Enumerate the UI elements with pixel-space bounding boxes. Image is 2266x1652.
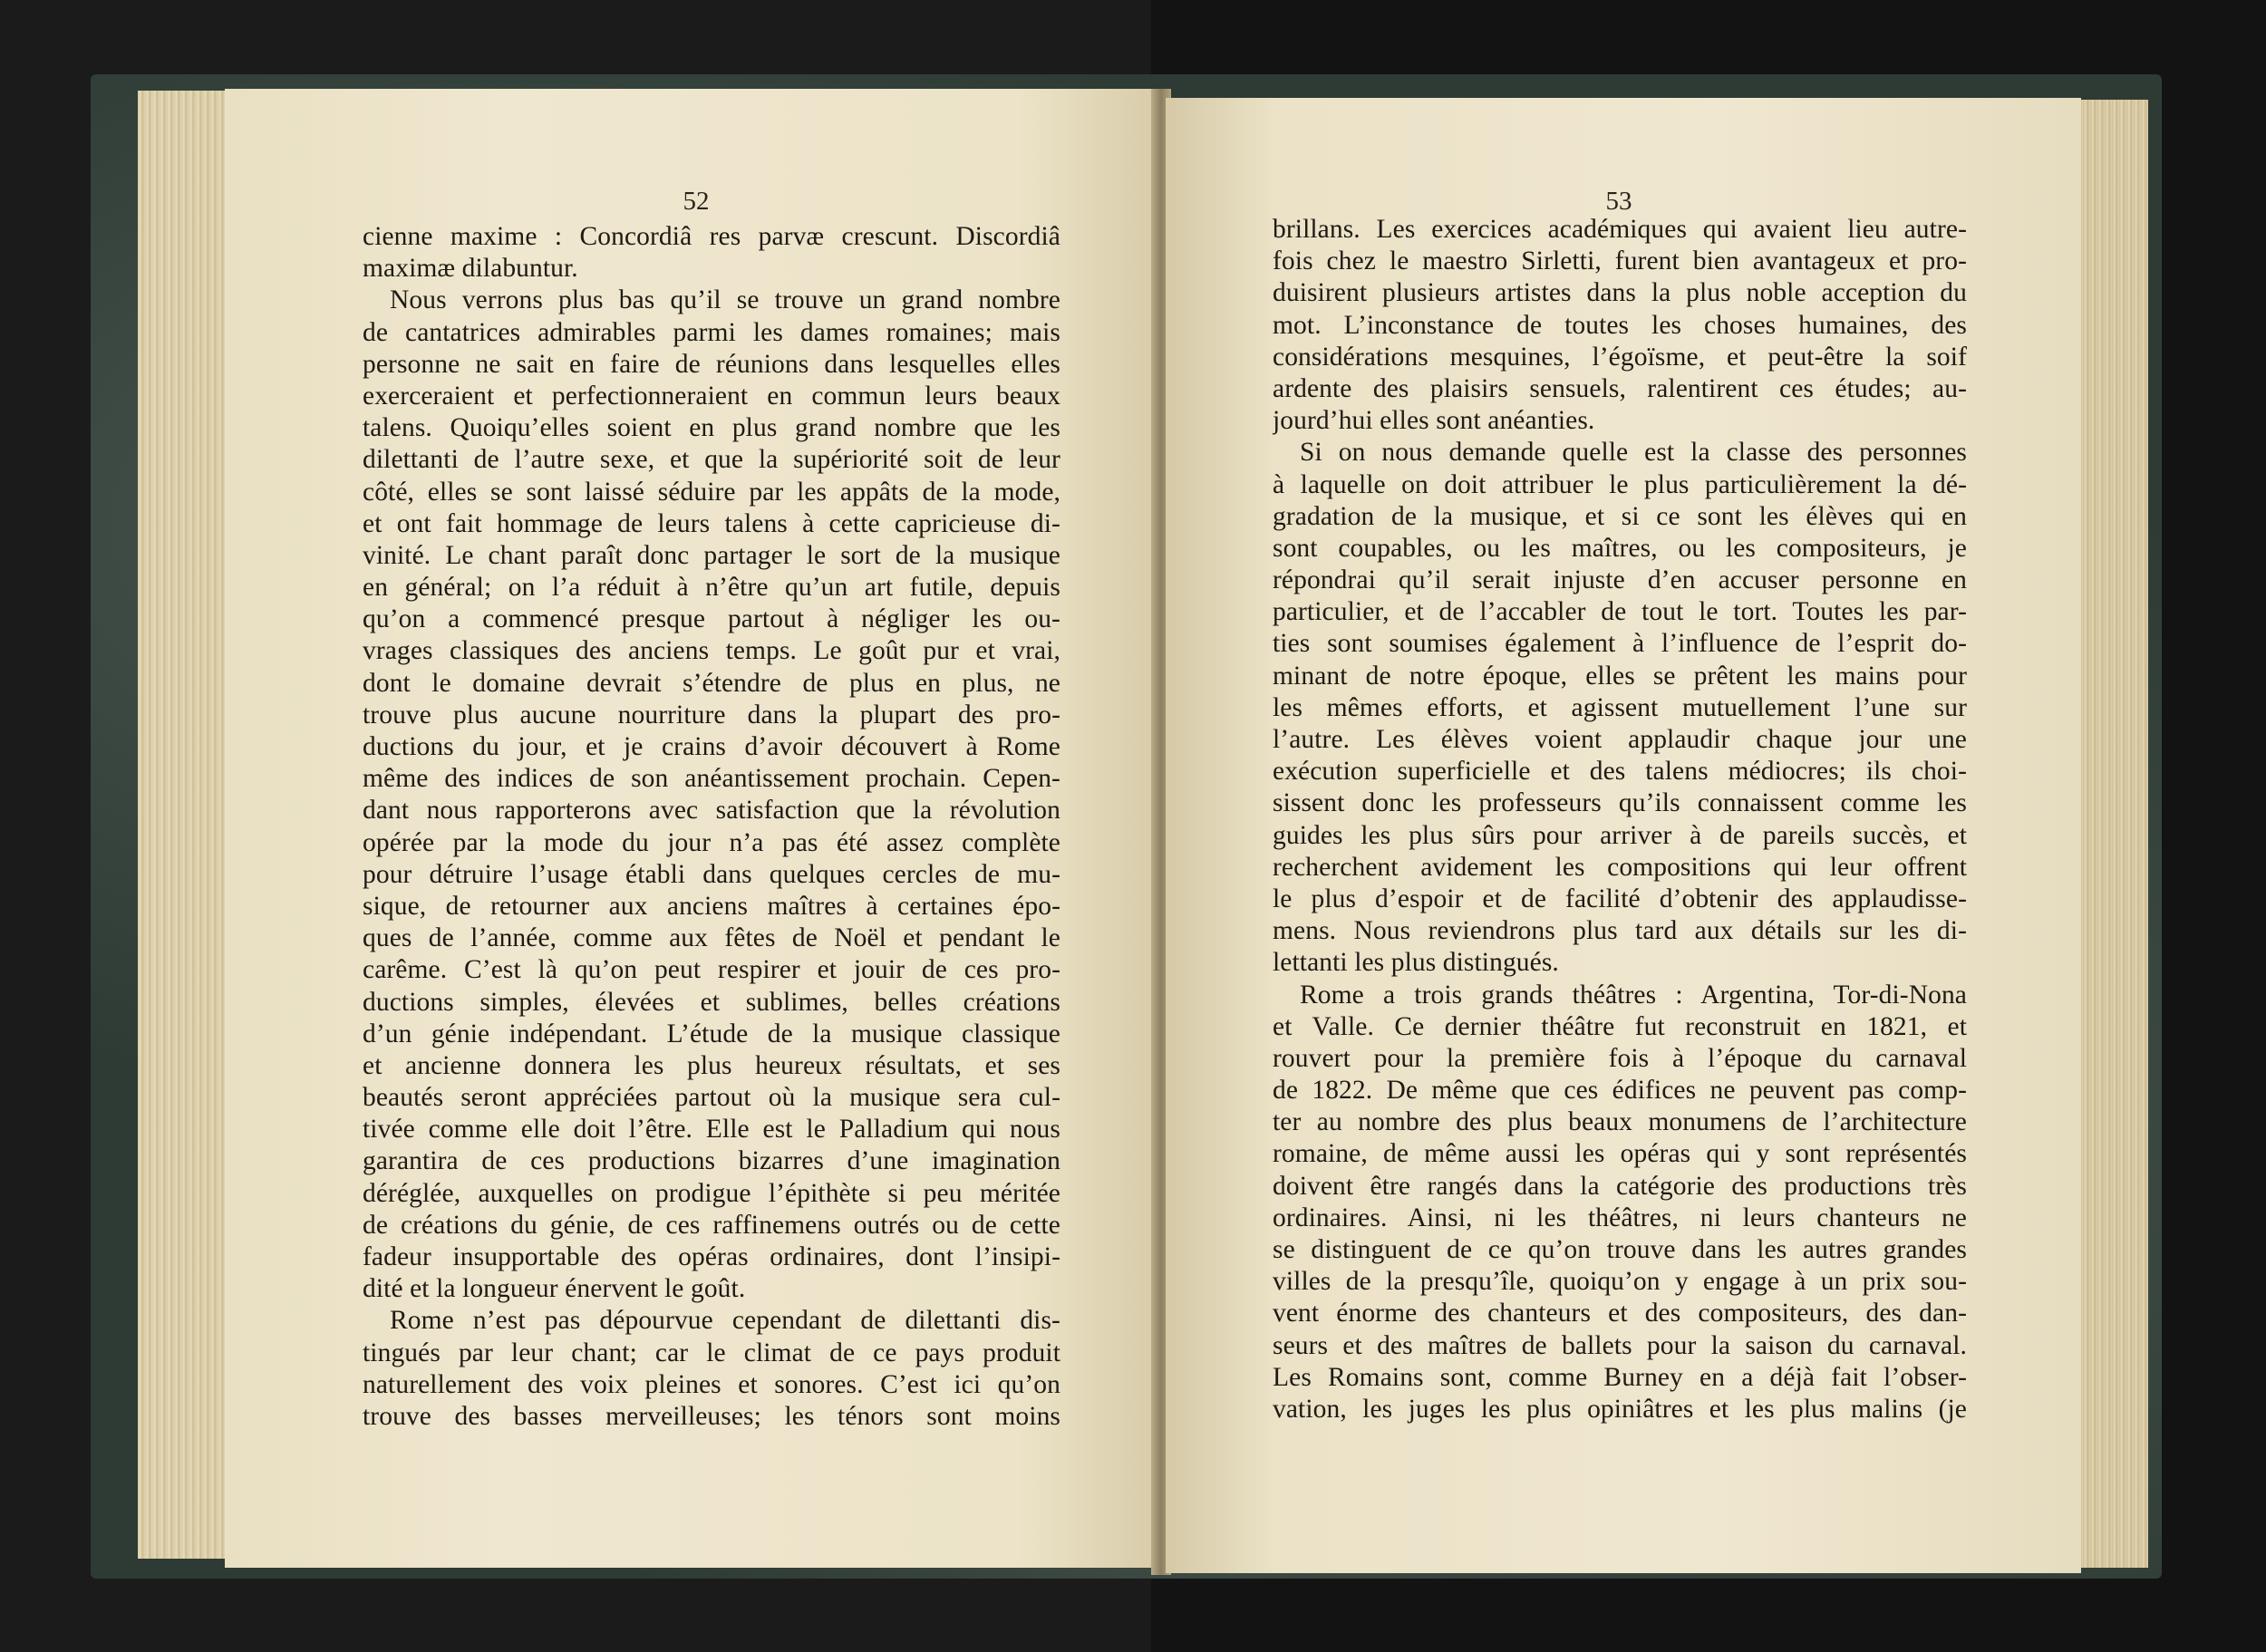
text-line: tivée comme elle doit l’être. Elle est le Palladium qui nous — [363, 1115, 1060, 1145]
text-line: ardente des plaisirs sensuels, ralentirent ces études; au- — [1273, 373, 1967, 403]
text-line: vinité. Le chant paraît donc partager le sort de la musique — [363, 540, 1060, 570]
text-line: exécution superficielle et des talens médiocres; ils choi- — [1273, 757, 1967, 787]
text-line: ques de l’année, comme aux fêtes de Noël et pendant le — [363, 923, 1060, 953]
text-line: mens. Nous reviendrons plus tard aux détails sur les di- — [1273, 916, 1967, 946]
text-line: et Valle. Ce dernier théâtre fut reconstruit en 1821, et — [1273, 1011, 1967, 1041]
text-line: sique, de retourner aux anciens maîtres à certaines épo- — [363, 891, 1060, 921]
text-line: de 1822. De même que ces édifices ne peuvent pas comp- — [1273, 1076, 1967, 1106]
text-line: ter au nombre des plus beaux monumens de l’architecture — [1273, 1107, 1967, 1137]
text-line: d’un génie indépendant. L’étude de la musique classique — [363, 1019, 1060, 1048]
text-line: vation, les juges les plus opiniâtres et les plus malins (je — [1273, 1394, 1967, 1424]
text-line: particulier, et de l’accabler de tout le tort. Toutes les par- — [1273, 597, 1967, 627]
right-page-edges — [2076, 100, 2148, 1568]
text-line: fois chez le maestro Sirletti, furent bien avantageux et pro- — [1273, 246, 1967, 276]
text-line: qu’on a commencé presque partout à négliger les ou- — [363, 604, 1060, 634]
text-line: Rome a trois grands théâtres : Argentina, Tor-di-Nona — [1300, 980, 1967, 1010]
text-line: ductions simples, élevées et sublimes, belles créations — [363, 987, 1060, 1017]
text-line: vent énorme des chanteurs et des compositeurs, des dan- — [1273, 1299, 1967, 1328]
text-line: trouve des basses merveilleuses; les ténors sont moins — [363, 1401, 1060, 1431]
text-line: et ont fait hommage de leurs talens à cette capricieuse di- — [363, 508, 1060, 538]
text-line: ties sont soumises également à l’influence de l’esprit do- — [1273, 629, 1967, 659]
text-line: brillans. Les exercices académiques qui avaient lieu autre- — [1273, 215, 1967, 244]
text-line: Rome n’est pas dépourvue cependant de dilettanti dis- — [390, 1306, 1060, 1336]
page-number-right: 53 — [1605, 187, 1632, 216]
text-line: doivent être rangés dans la catégorie des productions très — [1273, 1171, 1967, 1201]
text-line: ductions du jour, et je crains d’avoir découvert à Rome — [363, 732, 1060, 761]
text-line: et ancienne donnera les plus heureux résultats, et ses — [363, 1050, 1060, 1080]
text-line: Les Romains sont, comme Burney en a déjà fait l’obser- — [1273, 1362, 1967, 1392]
left-page-edges — [138, 91, 228, 1559]
text-line: carême. C’est là qu’on peut respirer et jouir de ces pro- — [363, 955, 1060, 985]
text-line: tingués par leur chant; car le climat de ce pays produit — [363, 1338, 1060, 1367]
text-line: seurs et des maîtres de ballets pour la saison du carnaval. — [1273, 1330, 1967, 1360]
right-page-text — [1273, 214, 1967, 1425]
text-line: trouve plus aucune nourriture dans la plupart des pro- — [363, 700, 1060, 729]
text-line: personne ne sait en faire de réunions dans lesquelles elles — [363, 349, 1060, 379]
text-line: villes de la presqu’île, quoiqu’on y engage à un prix sou- — [1273, 1267, 1967, 1297]
text-line: rouvert pour la première fois à l’époque du carnaval — [1273, 1043, 1967, 1073]
text-line: même des indices de son anéantissement prochain. Cepen- — [363, 764, 1060, 794]
text-line: les mêmes efforts, et agissent mutuellement l’une sur — [1273, 692, 1967, 722]
left-page-text — [363, 221, 1060, 1433]
text-line: de créations du génie, de ces raffinemens outrés ou de cette — [363, 1210, 1060, 1240]
text-line: duisirent plusieurs artistes dans la plus noble acception du — [1273, 278, 1967, 308]
text-line: de cantatrices admirables parmi les dames romaines; mais — [363, 317, 1060, 347]
text-line: le plus d’espoir et de facilité d’obtenir des applaudisse- — [1273, 884, 1967, 913]
text-line: opérée par la mode du jour n’a pas été assez complète — [363, 827, 1060, 857]
left-page — [225, 89, 1158, 1568]
text-line: déréglée, auxquelles on prodigue l’épithète si peu méritée — [363, 1178, 1060, 1208]
text-line: à laquelle on doit attribuer le plus particulièrement la dé- — [1273, 469, 1967, 499]
text-line: dont le domaine devrait s’étendre de plus en plus, ne — [363, 668, 1060, 698]
text-line: mot. L’inconstance de toutes les choses humaines, des — [1273, 310, 1967, 340]
text-line: romaine, de même aussi les opéras qui y sont représentés — [1273, 1139, 1967, 1169]
text-line: garantira de ces productions bizarres d’une imagination — [363, 1146, 1060, 1176]
text-line: minant de notre époque, elles se prêtent les mains pour — [1273, 661, 1967, 691]
text-line: talens. Quoiqu’elles soient en plus grand nombre que les — [363, 413, 1060, 443]
text-line: considérations mesquines, l’égoïsme, et peut-être la soif — [1273, 342, 1967, 372]
text-line: se distinguent de ce qu’on trouve dans les autres grandes — [1273, 1235, 1967, 1264]
text-line: recherchent avidement les compositions qui leur offrent — [1273, 852, 1967, 882]
text-line: cienne maxime : Concordiâ res parvæ crescunt. Discordiâ — [363, 222, 1060, 251]
text-line: côté, elles se sont laissé séduire par les appâts de la mode, — [363, 477, 1060, 507]
text-line: sont coupables, ou les maîtres, ou les compositeurs, je — [1273, 533, 1967, 563]
text-line: gradation de la musique, et si ce sont les élèves qui en — [1273, 501, 1967, 531]
text-line: sissent donc les professeurs qu’ils connaissent comme les — [1273, 788, 1967, 818]
text-line: Si on nous demande quelle est la classe des personnes — [1300, 438, 1967, 468]
text-line: ordinaires. Ainsi, ni les théâtres, ni leurs chanteurs ne — [1273, 1203, 1967, 1232]
text-line: jourd’hui elles sont anéanties. — [1273, 406, 1595, 436]
text-line: beautés seront appréciées partout où la musique sera cul- — [363, 1083, 1060, 1113]
text-line: maximæ dilabuntur. — [363, 254, 578, 284]
text-line: exerceraient et perfectionneraient en commun leurs beaux — [363, 381, 1060, 411]
text-line: guides les plus sûrs pour arriver à de pareils succès, et — [1273, 820, 1967, 850]
text-line: naturellement des voix pleines et sonores. C’est ici qu’on — [363, 1369, 1060, 1399]
text-line: lettanti les plus distingués. — [1273, 948, 1559, 978]
text-line: pour détruire l’usage établi dans quelques cercles de mu- — [363, 859, 1060, 889]
text-line: l’autre. Les élèves voient applaudir chaque jour une — [1273, 725, 1967, 754]
text-line: vrages classiques des anciens temps. Le goût pur et vrai, — [363, 636, 1060, 666]
text-line: dilettanti de l’autre sexe, et que la supériorité soit de leur — [363, 445, 1060, 475]
right-page — [1166, 98, 2081, 1573]
text-line: Nous verrons plus bas qu’il se trouve un grand nombre — [390, 285, 1060, 315]
text-line: dant nous rapporterons avec satisfaction que la révolution — [363, 796, 1060, 826]
page-number-left: 52 — [683, 187, 710, 216]
text-line: répondrai qu’il serait injuste d’en accuser personne en — [1273, 565, 1967, 595]
text-line: en général; on l’a réduit à n’être qu’un art futile, depuis — [363, 573, 1060, 603]
text-line: fadeur insupportable des opéras ordinaires, dont l’insipi- — [363, 1242, 1060, 1271]
text-line: dité et la longueur énervent le goût. — [363, 1274, 746, 1304]
